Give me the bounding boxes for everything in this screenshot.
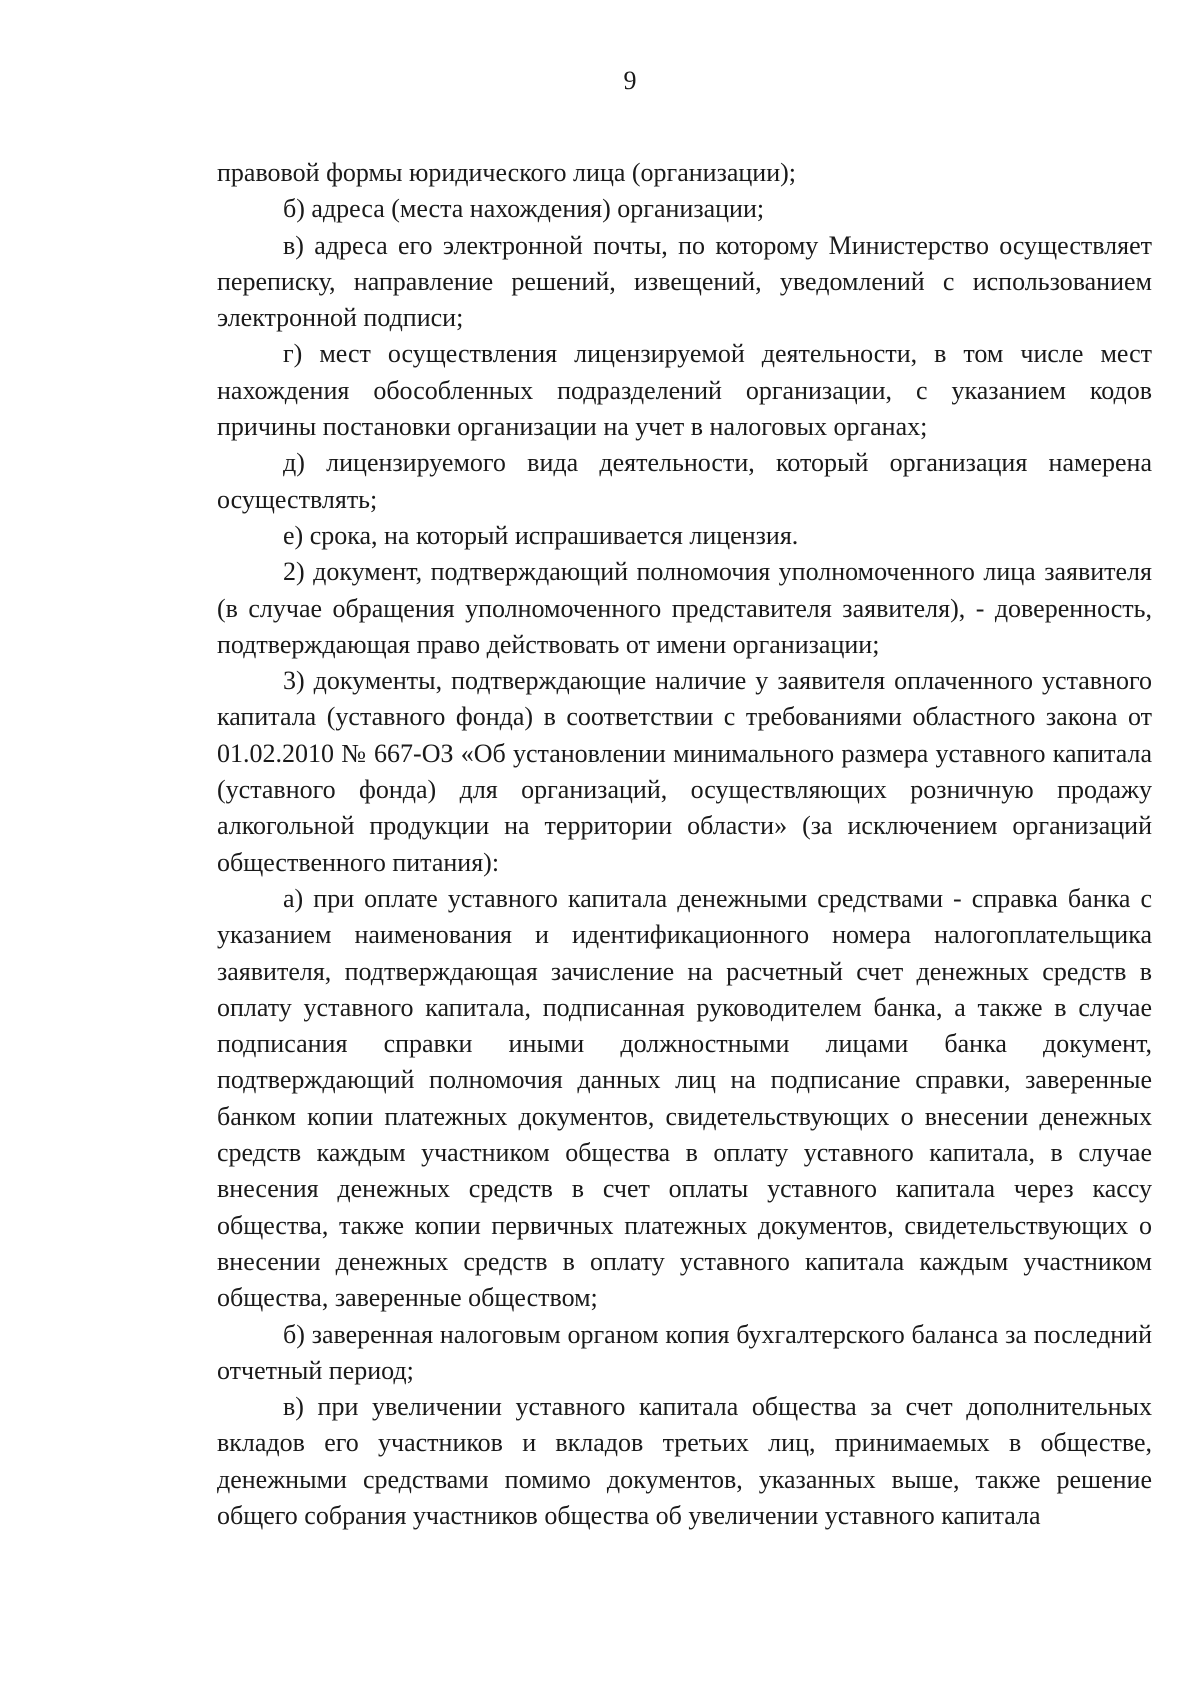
paragraph-item-g: г) мест осуществления лицензируемой деятельности, в том числе мест нахождения обособленных подразделений организации, с указанием кодов причины постановки организации на учет в налоговых органах; (217, 339, 1152, 442)
paragraph-subitem-a: а) при оплате уставного капитала денежными средствами - справка банка с указанием наименования и идентификационного номера налогоплательщика заявителя, подтверждающая зачисление на расчетный счет денежных средств в оплату уставного капитала, подписанная руководителем банка, а также в случае подписания справки иными должностными лицами банка документ, подтверждающий полномочия данных лиц на подписание справки, заверенные банком копии платежных документов, свидетельствующих о внесении денежных средств каждым участником общества в оплату уставного капитала, в случае внесения денежных средств в счет оплаты уставного капитала через кассу общества, также копии первичных платежных документов, свидетельствующих о внесении денежных средств в оплату уставного капитала каждым участником общества, заверенные обществом; (217, 883, 1152, 1313)
paragraph-item-b: б) адреса (места нахождения) организации; (283, 194, 765, 224)
page-number: 9 (623, 66, 637, 95)
paragraph-subitem-b: б) заверенная налоговым органом копия бухгалтерского баланса за последний отчетный период; (217, 1319, 1152, 1385)
document-body (217, 155, 1152, 1534)
paragraph-continuation: правовой формы юридического лица (организации); (217, 158, 797, 187)
paragraph-item-e: е) срока, на который испрашивается лицензия. (283, 520, 799, 550)
paragraph-subitem-v: в) при увеличении уставного капитала общества за счет дополнительных вкладов его участников и вкладов третьих лиц, принимаемых в обществе, денежными средствами помимо документов, указанных выше, также решение общего собрания участников общества об увеличении уставного капитала (217, 1392, 1152, 1530)
paragraph-item-d: д) лицензируемого вида деятельности, который организация намерена осуществлять; (217, 448, 1152, 514)
paragraph-item-v: в) адреса его электронной почты, по которому Министерство осуществляет переписку, направление решений, извещений, уведомлений с использованием электронной подписи; (217, 230, 1152, 333)
paragraph-item-2: 2) документ, подтверждающий полномочия уполномоченного лица заявителя (в случае обращения уполномоченного представителя заявителя), - доверенность, подтверждающая право действовать от имени организации; (217, 557, 1152, 659)
paragraph-item-3: 3) документы, подтверждающие наличие у заявителя оплаченного уставного капитала (уставного фонда) в соответствии с требованиями областного закона от 01.02.2010 № 667-ОЗ «Об установлении минимального размера уставного капитала (уставного фонда) для организаций, осуществляющих розничную продажу алкогольной продукции на территории области» (за исключением организаций общественного питания): (217, 666, 1152, 877)
